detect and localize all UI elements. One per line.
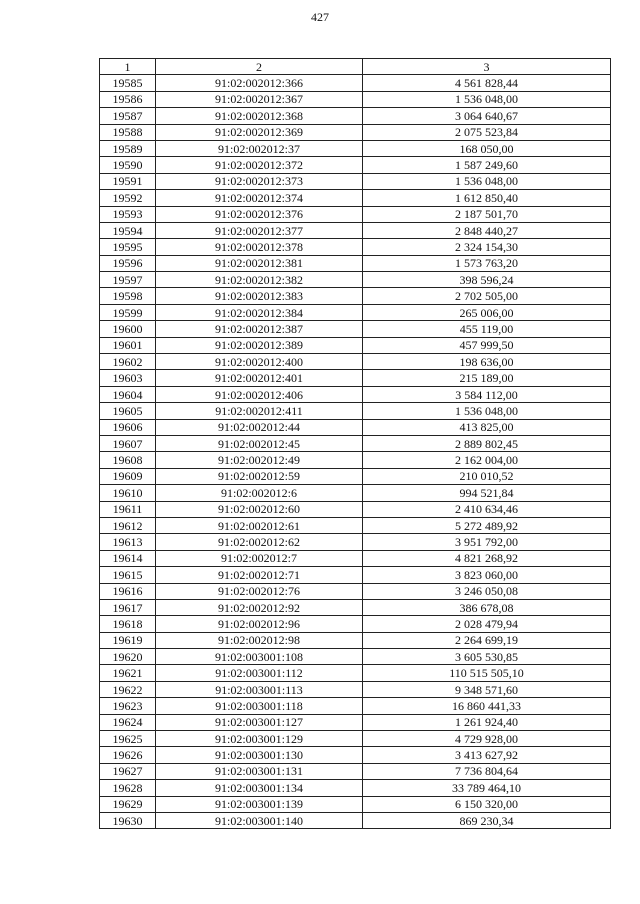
row-number: 19585 [100, 75, 156, 91]
cadastral-number: 91:02:002012:378 [156, 239, 363, 255]
row-number: 19613 [100, 534, 156, 550]
row-number: 19605 [100, 403, 156, 419]
row-number: 19604 [100, 386, 156, 402]
row-number: 19614 [100, 550, 156, 566]
cadastral-number: 91:02:003001:140 [156, 812, 363, 828]
row-number: 19610 [100, 485, 156, 501]
table-row [100, 796, 611, 812]
table-row [100, 665, 611, 681]
table-row [100, 485, 611, 501]
cadastral-number: 91:02:002012:60 [156, 501, 363, 517]
cadastral-value: 1 536 048,00 [363, 173, 611, 189]
cadastral-number: 91:02:002012:98 [156, 632, 363, 648]
table-row [100, 239, 611, 255]
cadastral-value: 5 272 489,92 [363, 517, 611, 533]
cadastral-value: 2 324 154,30 [363, 239, 611, 255]
cadastral-number: 91:02:002012:387 [156, 321, 363, 337]
row-number: 19612 [100, 517, 156, 533]
cadastral-number: 91:02:003001:129 [156, 731, 363, 747]
table-row [100, 583, 611, 599]
table-row [100, 534, 611, 550]
table-row [100, 616, 611, 632]
cadastral-value: 3 246 050,08 [363, 583, 611, 599]
table-row [100, 108, 611, 124]
row-number: 19609 [100, 468, 156, 484]
cadastral-number: 91:02:002012:372 [156, 157, 363, 173]
row-number: 19603 [100, 370, 156, 386]
cadastral-value: 7 736 804,64 [363, 763, 611, 779]
row-number: 19606 [100, 419, 156, 435]
table-row [100, 763, 611, 779]
row-number: 19629 [100, 796, 156, 812]
cadastral-value: 2 264 699,19 [363, 632, 611, 648]
row-number: 19592 [100, 190, 156, 206]
row-number: 19593 [100, 206, 156, 222]
cadastral-value: 2 410 634,46 [363, 501, 611, 517]
cadastral-number: 91:02:002012:383 [156, 288, 363, 304]
table-row [100, 550, 611, 566]
column-header: 3 [363, 59, 611, 75]
cadastral-number: 91:02:002012:382 [156, 272, 363, 288]
row-number: 19601 [100, 337, 156, 353]
cadastral-value: 869 230,34 [363, 812, 611, 828]
table-row [100, 567, 611, 583]
table-row [100, 288, 611, 304]
cadastral-value: 2 162 004,00 [363, 452, 611, 468]
cadastral-value: 3 413 627,92 [363, 747, 611, 763]
row-number: 19591 [100, 173, 156, 189]
table-row [100, 272, 611, 288]
cadastral-number: 91:02:003001:118 [156, 698, 363, 714]
cadastral-value: 457 999,50 [363, 337, 611, 353]
table-row [100, 419, 611, 435]
table-header-row [100, 59, 611, 75]
row-number: 19615 [100, 567, 156, 583]
table-row [100, 681, 611, 697]
cadastral-value: 110 515 505,10 [363, 665, 611, 681]
row-number: 19602 [100, 354, 156, 370]
cadastral-number: 91:02:002012:49 [156, 452, 363, 468]
row-number: 19616 [100, 583, 156, 599]
cadastral-value: 2 848 440,27 [363, 222, 611, 238]
cadastral-value: 2 028 479,94 [363, 616, 611, 632]
table-row [100, 140, 611, 156]
row-number: 19627 [100, 763, 156, 779]
row-number: 19622 [100, 681, 156, 697]
cadastral-number: 91:02:003001:127 [156, 714, 363, 730]
table-row [100, 304, 611, 320]
cadastral-number: 91:02:002012:44 [156, 419, 363, 435]
cadastral-number: 91:02:002012:389 [156, 337, 363, 353]
table-row [100, 222, 611, 238]
cadastral-value: 398 596,24 [363, 272, 611, 288]
row-number: 19608 [100, 452, 156, 468]
cadastral-number: 91:02:002012:37 [156, 140, 363, 156]
row-number: 19628 [100, 780, 156, 796]
column-header: 1 [100, 59, 156, 75]
cadastral-value: 198 636,00 [363, 354, 611, 370]
row-number: 19599 [100, 304, 156, 320]
cadastral-value: 994 521,84 [363, 485, 611, 501]
cadastral-value: 1 612 850,40 [363, 190, 611, 206]
table-row [100, 75, 611, 91]
row-number: 19594 [100, 222, 156, 238]
row-number: 19611 [100, 501, 156, 517]
table-row [100, 370, 611, 386]
cadastral-value: 2 187 501,70 [363, 206, 611, 222]
row-number: 19589 [100, 140, 156, 156]
cadastral-value: 386 678,08 [363, 599, 611, 615]
cadastral-value: 1 573 763,20 [363, 255, 611, 271]
row-number: 19620 [100, 649, 156, 665]
cadastral-number: 91:02:002012:367 [156, 91, 363, 107]
row-number: 19600 [100, 321, 156, 337]
cadastral-value: 33 789 464,10 [363, 780, 611, 796]
table-row [100, 812, 611, 828]
cadastral-value: 3 064 640,67 [363, 108, 611, 124]
cadastral-value: 3 584 112,00 [363, 386, 611, 402]
row-number: 19619 [100, 632, 156, 648]
table-row [100, 649, 611, 665]
table-row [100, 698, 611, 714]
cadastral-value: 265 006,00 [363, 304, 611, 320]
table-row [100, 206, 611, 222]
cadastral-value: 1 587 249,60 [363, 157, 611, 173]
cadastral-number: 91:02:002012:381 [156, 255, 363, 271]
cadastral-number: 91:02:002012:384 [156, 304, 363, 320]
cadastral-number: 91:02:003001:131 [156, 763, 363, 779]
cadastral-value: 3 823 060,00 [363, 567, 611, 583]
table-row [100, 435, 611, 451]
cadastral-number: 91:02:002012:406 [156, 386, 363, 402]
table-row [100, 599, 611, 615]
row-number: 19598 [100, 288, 156, 304]
table-row [100, 337, 611, 353]
page-number: 427 [311, 10, 329, 24]
row-number: 19597 [100, 272, 156, 288]
row-number: 19621 [100, 665, 156, 681]
row-number: 19626 [100, 747, 156, 763]
cadastral-value-table [99, 58, 611, 829]
cadastral-value: 1 536 048,00 [363, 91, 611, 107]
table-row [100, 354, 611, 370]
cadastral-value: 4 821 268,92 [363, 550, 611, 566]
table-row [100, 780, 611, 796]
table-row [100, 452, 611, 468]
cadastral-number: 91:02:002012:400 [156, 354, 363, 370]
cadastral-number: 91:02:002012:59 [156, 468, 363, 484]
column-header: 2 [156, 59, 363, 75]
cadastral-value: 2 889 802,45 [363, 435, 611, 451]
row-number: 19617 [100, 599, 156, 615]
row-number: 19625 [100, 731, 156, 747]
cadastral-number: 91:02:002012:45 [156, 435, 363, 451]
row-number: 19618 [100, 616, 156, 632]
cadastral-number: 91:02:002012:71 [156, 567, 363, 583]
cadastral-number: 91:02:002012:369 [156, 124, 363, 140]
cadastral-value: 3 605 530,85 [363, 649, 611, 665]
table-row [100, 173, 611, 189]
cadastral-value: 2 702 505,00 [363, 288, 611, 304]
cadastral-number: 91:02:002012:366 [156, 75, 363, 91]
cadastral-value: 2 075 523,84 [363, 124, 611, 140]
cadastral-number: 91:02:002012:6 [156, 485, 363, 501]
cadastral-number: 91:02:002012:377 [156, 222, 363, 238]
cadastral-value: 3 951 792,00 [363, 534, 611, 550]
row-number: 19595 [100, 239, 156, 255]
table-row [100, 731, 611, 747]
cadastral-value: 215 189,00 [363, 370, 611, 386]
cadastral-value: 1 261 924,40 [363, 714, 611, 730]
table-row [100, 321, 611, 337]
table-row [100, 714, 611, 730]
cadastral-number: 91:02:002012:373 [156, 173, 363, 189]
cadastral-number: 91:02:003001:108 [156, 649, 363, 665]
cadastral-number: 91:02:003001:139 [156, 796, 363, 812]
row-number: 19607 [100, 435, 156, 451]
table-row [100, 632, 611, 648]
cadastral-number: 91:02:002012:92 [156, 599, 363, 615]
table-row [100, 501, 611, 517]
cadastral-number: 91:02:002012:61 [156, 517, 363, 533]
cadastral-number: 91:02:002012:368 [156, 108, 363, 124]
cadastral-number: 91:02:002012:411 [156, 403, 363, 419]
cadastral-value: 4 729 928,00 [363, 731, 611, 747]
table-row [100, 468, 611, 484]
cadastral-number: 91:02:002012:96 [156, 616, 363, 632]
cadastral-number: 91:02:002012:7 [156, 550, 363, 566]
cadastral-number: 91:02:003001:134 [156, 780, 363, 796]
row-number: 19587 [100, 108, 156, 124]
table-row [100, 124, 611, 140]
row-number: 19596 [100, 255, 156, 271]
row-number: 19624 [100, 714, 156, 730]
cadastral-value: 210 010,52 [363, 468, 611, 484]
table-row [100, 517, 611, 533]
cadastral-value: 9 348 571,60 [363, 681, 611, 697]
cadastral-value: 455 119,00 [363, 321, 611, 337]
table-body [100, 75, 611, 829]
cadastral-number: 91:02:002012:374 [156, 190, 363, 206]
table-row [100, 403, 611, 419]
cadastral-number: 91:02:003001:112 [156, 665, 363, 681]
table-row [100, 190, 611, 206]
cadastral-value: 6 150 320,00 [363, 796, 611, 812]
table-row [100, 747, 611, 763]
cadastral-number: 91:02:002012:62 [156, 534, 363, 550]
cadastral-value: 413 825,00 [363, 419, 611, 435]
cadastral-number: 91:02:003001:130 [156, 747, 363, 763]
table-row [100, 386, 611, 402]
cadastral-number: 91:02:002012:401 [156, 370, 363, 386]
cadastral-value: 168 050,00 [363, 140, 611, 156]
table-row [100, 91, 611, 107]
cadastral-value: 1 536 048,00 [363, 403, 611, 419]
row-number: 19623 [100, 698, 156, 714]
table-row [100, 255, 611, 271]
cadastral-number: 91:02:002012:76 [156, 583, 363, 599]
cadastral-value: 16 860 441,33 [363, 698, 611, 714]
row-number: 19586 [100, 91, 156, 107]
row-number: 19590 [100, 157, 156, 173]
row-number: 19630 [100, 812, 156, 828]
cadastral-number: 91:02:003001:113 [156, 681, 363, 697]
table-row [100, 157, 611, 173]
cadastral-number: 91:02:002012:376 [156, 206, 363, 222]
cadastral-value: 4 561 828,44 [363, 75, 611, 91]
row-number: 19588 [100, 124, 156, 140]
